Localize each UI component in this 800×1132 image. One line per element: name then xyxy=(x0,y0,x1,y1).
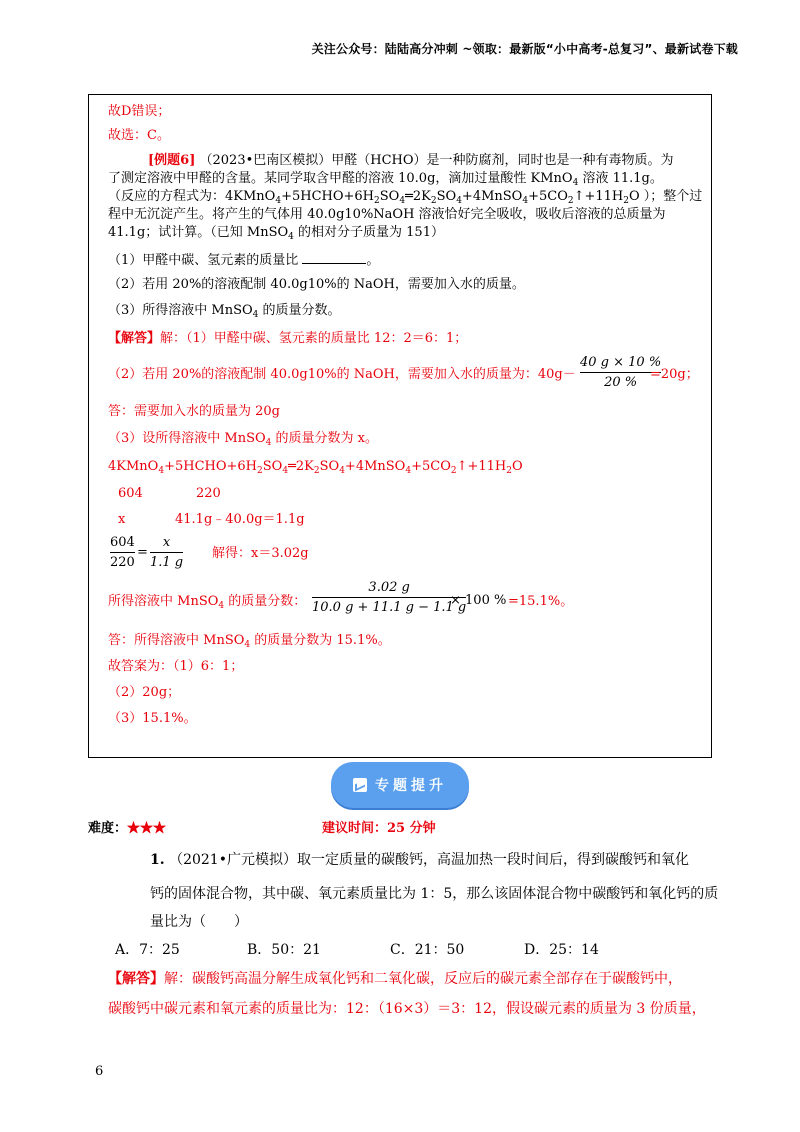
chart-trend-icon xyxy=(353,778,367,792)
eq-part: 4KMnO xyxy=(108,459,159,474)
answer-text: =20g； xyxy=(650,367,699,382)
answer-blank xyxy=(302,251,366,264)
answer-text: 解：碳酸钙高温分解生成氧化钙和二氧化碳，反应后的碳元素全部存在于碳酸钙中， xyxy=(164,971,682,987)
badge-label: 专题提升 xyxy=(375,778,447,794)
difficulty-label: 难度： xyxy=(88,821,128,836)
answer-text: 解：（1）甲醛中碳、氢元素的质量比 12：2＝6：1； xyxy=(160,331,468,346)
option-c: C．21：50 xyxy=(390,942,465,958)
example-text: ═2K xyxy=(405,189,431,204)
subscript: 2 xyxy=(313,466,320,476)
text-line: 故D错误； xyxy=(108,104,171,119)
ratio-value: 604 xyxy=(118,486,143,501)
multiplier: × 100 % xyxy=(450,593,507,608)
example-line xyxy=(148,153,674,169)
answer-text: 的质量分数为 x。 xyxy=(271,431,378,446)
answer-line: 碳酸钙中碳元素和氧元素的质量比为：12：（16×3）＝3：12，假设碳元素的质量为 3 份质量， xyxy=(108,1001,706,1017)
answer-line: （2）若用 20%的溶液配制 40.0g10%的 NaOH，需要加入水的质量为：40g－ xyxy=(108,367,576,382)
fraction-ratio-left xyxy=(110,535,135,570)
eq-part: ═2K xyxy=(288,459,314,474)
subscript: 4 xyxy=(218,601,225,611)
subscript: 4 xyxy=(399,196,406,206)
example-line xyxy=(108,189,702,205)
eq-part: O xyxy=(512,459,523,474)
fraction-ratio-right xyxy=(150,535,183,570)
fraction-numerator: x xyxy=(162,535,171,550)
ratio-value: x xyxy=(118,512,126,527)
ratio-value: 41.1g﹣40.0g＝1.1g xyxy=(175,512,305,527)
example-text: 了测定溶液中甲醛的含量。某同学取含甲醛的溶液 10.0g，滴加过量酸性 KMnO xyxy=(108,171,573,186)
fraction-percent xyxy=(312,580,466,615)
answer-line xyxy=(108,331,467,347)
answer-text: （3）设所得溶液中 MnSO xyxy=(108,431,266,446)
page-header: 关注公众号：陆陆高分冲刺 ~领取：最新版“小中高考-总复习”、最新试卷下载 xyxy=(311,42,738,56)
question-text: （2021•广元模拟）取一定质量的碳酸钙，高温加热一段时间后，得到碳酸钙和氧化 xyxy=(169,852,689,868)
example-text: ↑+11H xyxy=(573,189,624,204)
answer-line: 答：需要加入水的质量为 20g xyxy=(108,404,280,419)
subscript: 4 xyxy=(339,466,345,476)
question-2: （2）若用 20%的溶液配制 40.0g10%的 NaOH，需要加入水的质量。 xyxy=(108,277,525,292)
fraction-water xyxy=(580,355,661,390)
answer-line: （3）15.1%。 xyxy=(108,711,197,726)
answer-line xyxy=(108,594,306,610)
question-text: （1）甲醛中碳、氢元素的质量比 xyxy=(108,253,299,268)
subscript: 4 xyxy=(275,196,282,206)
subscript: 2 xyxy=(257,466,263,476)
answer-text: 的质量分数为 15.1%。 xyxy=(250,633,391,648)
difficulty-row xyxy=(88,821,166,837)
example-line xyxy=(108,171,663,187)
fraction-bar xyxy=(110,552,135,553)
question-line: 钙的固体混合物，其中碳、氧元素质量比为 1：5，那么该固体混合物中碳酸钙和氧化钙的质 xyxy=(150,886,719,902)
fraction-bar xyxy=(312,597,466,598)
answer-text: =15.1%。 xyxy=(508,594,574,609)
example-text: （2023•巴南区模拟）甲醛（HCHO）是一种防腐剂，同时也是一种有毒物质。为 xyxy=(199,153,674,168)
example-line: 程中无沉淀产生。将产生的气体用 40.0g10%NaOH 溶液恰好完全吸收，吸收后溶液的总质量为 xyxy=(108,207,666,222)
answer-line: （2）20g； xyxy=(108,685,181,700)
text-line: 故选：C。 xyxy=(108,128,170,143)
equals-sign: = xyxy=(137,545,148,560)
fraction-numerator: 40 g × 10 % xyxy=(580,355,662,370)
question-3 xyxy=(108,303,341,319)
answer-text: 答：所得溶液中 MnSO xyxy=(108,633,245,648)
subscript: 2 xyxy=(374,196,380,206)
answer-tag: 【解答】 xyxy=(108,331,161,346)
question-text: （3）所得溶液中 MnSO xyxy=(108,303,253,318)
example-line xyxy=(108,225,444,241)
difficulty-stars: ★★★ xyxy=(127,821,167,836)
question-text: 的质量分数。 xyxy=(258,303,341,318)
option-d: D．25：14 xyxy=(524,942,599,958)
suggested-time: 建议时间：25 分钟 xyxy=(322,821,436,836)
question-1 xyxy=(108,251,379,269)
subscript: 4 xyxy=(572,178,579,188)
question-line xyxy=(150,851,689,869)
example-text: （反应的方程式为：4KMnO xyxy=(108,189,276,204)
answer-line: 故答案为：（1）6：1； xyxy=(108,659,244,674)
question-line: 量比为（ ） xyxy=(150,914,248,930)
subscript: 2 xyxy=(567,196,574,206)
answer-line xyxy=(108,633,391,649)
fraction-denominator: 1.1 g xyxy=(150,555,184,570)
eq-part: +4MnSO xyxy=(344,459,406,474)
section-badge xyxy=(331,762,469,808)
subscript: 2 xyxy=(506,466,512,476)
eq-part: +5HCHO+6H xyxy=(164,459,258,474)
fraction-numerator: 604 xyxy=(110,535,135,550)
subscript: 4 xyxy=(252,310,259,320)
example-tag: [例题6] xyxy=(148,153,196,168)
fraction-bar xyxy=(150,552,183,553)
answer-text: 的质量分数： xyxy=(224,594,307,609)
eq-part: +5CO xyxy=(411,459,451,474)
example-text: 溶液 11.1g。 xyxy=(578,171,663,186)
eq-part: ↑+11H xyxy=(456,459,507,474)
example-text: O ）；整个过 xyxy=(629,189,703,204)
subscript: 4 xyxy=(456,196,462,206)
fraction-denominator: 10.0 g + 11.1 g − 1.1 g xyxy=(312,600,467,615)
example-text: 的相对分子质量为 151） xyxy=(293,225,444,240)
subscript: 2 xyxy=(623,196,629,206)
subscript: 2 xyxy=(430,196,437,206)
subscript: 4 xyxy=(244,640,251,650)
eq-part: SO xyxy=(262,459,283,474)
eq-part: SO xyxy=(319,459,340,474)
fraction-numerator: 3.02 g xyxy=(368,580,410,595)
fraction-denominator: 20 % xyxy=(604,375,638,390)
fraction-denominator: 220 xyxy=(110,555,135,570)
solve-line: 解得：x＝3.02g xyxy=(212,546,309,561)
subscript: 4 xyxy=(158,466,165,476)
subscript: 4 xyxy=(405,466,412,476)
subscript: 2 xyxy=(450,466,457,476)
example-text: SO xyxy=(379,189,400,204)
answer-line xyxy=(108,431,378,447)
subscript: 4 xyxy=(288,232,294,242)
question-text: 。 xyxy=(366,253,380,268)
answer-tag: 【解答】 xyxy=(108,971,164,987)
page-number: 6 xyxy=(95,1064,104,1079)
example-text: +5CO xyxy=(528,189,568,204)
subscript: 4 xyxy=(282,466,289,476)
equation xyxy=(108,459,523,475)
answer-line xyxy=(108,970,682,988)
ratio-value: 220 xyxy=(196,486,221,501)
option-b: B．50：21 xyxy=(247,942,321,958)
subscript: 4 xyxy=(265,438,272,448)
example-text: 41.1g；试计算。（已知 MnSO xyxy=(108,225,289,240)
answer-text: 所得溶液中 MnSO xyxy=(108,594,219,609)
option-a: A．7：25 xyxy=(115,942,180,958)
subscript: 4 xyxy=(522,196,529,206)
fraction-bar xyxy=(580,372,661,373)
example-text: SO xyxy=(436,189,457,204)
example-text: +4MnSO xyxy=(461,189,523,204)
example-text: +5HCHO+6H xyxy=(281,189,375,204)
question-number: 1. xyxy=(150,852,165,868)
